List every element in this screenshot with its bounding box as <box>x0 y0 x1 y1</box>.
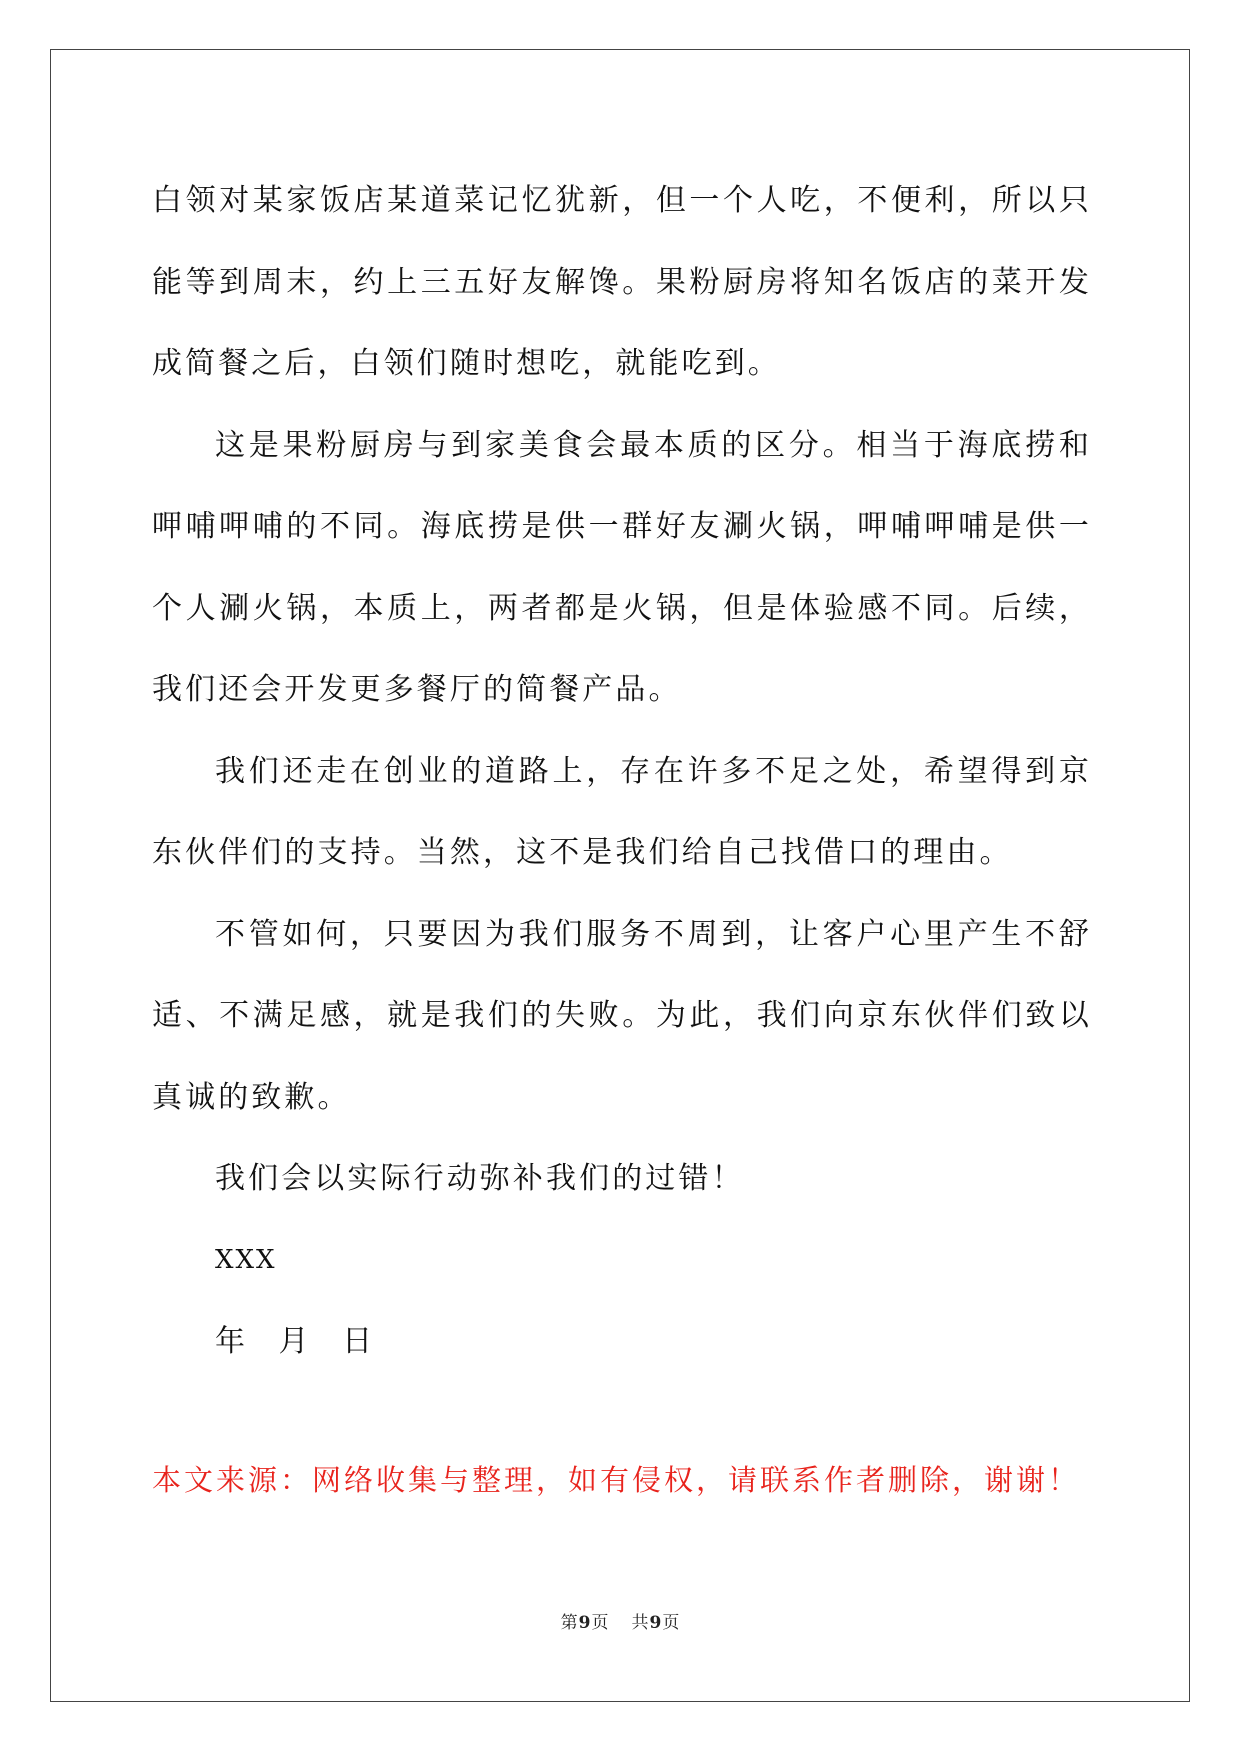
total-page-number: 9 <box>649 1613 663 1633</box>
document-body <box>152 160 1092 1383</box>
total-suffix: 页 <box>662 1613 681 1633</box>
paragraph-4: 不管如何，只要因为我们服务不周到，让客户心里产生不舒适、不满足感，就是我们的失败。为此，我们向京东伙伴们致以真诚的致歉。 <box>152 916 1092 1115</box>
signature: XXX <box>215 1244 277 1275</box>
total-prefix: 共 <box>631 1613 650 1633</box>
current-page-number: 9 <box>578 1613 592 1633</box>
page-prefix: 第 <box>560 1613 579 1633</box>
date-line: 年 月 日 <box>215 1324 385 1359</box>
paragraph-3: 我们还走在创业的道路上，存在许多不足之处，希望得到京东伙伴们的支持。当然，这不是我们给自己找借口的理由。 <box>152 753 1092 870</box>
paragraph-1: 白领对某家饭店某道菜记忆犹新，但一个人吃，不便利，所以只能等到周末，约上三五好友解馋。果粉厨房将知名饭店的菜开发成简餐之后，白领们随时想吃，就能吃到。 <box>152 183 1092 381</box>
paragraph-5: 我们会以实际行动弥补我们的过错！ <box>215 1161 745 1196</box>
page-footer <box>0 1608 1241 1633</box>
source-note: 本文来源：网络收集与整理，如有侵权，请联系作者删除，谢谢！ <box>152 1463 1081 1497</box>
paragraph-2: 这是果粉厨房与到家美食会最本质的区分。相当于海底捞和呷哺呷哺的不同。海底捞是供一群好友涮火锅，呷哺呷哺是供一个人涮火锅，本质上，两者都是火锅，但是体验感不同。后续，我们还会开发更多餐厅的简餐产品。 <box>152 427 1092 707</box>
page-suffix: 页 <box>591 1613 610 1633</box>
